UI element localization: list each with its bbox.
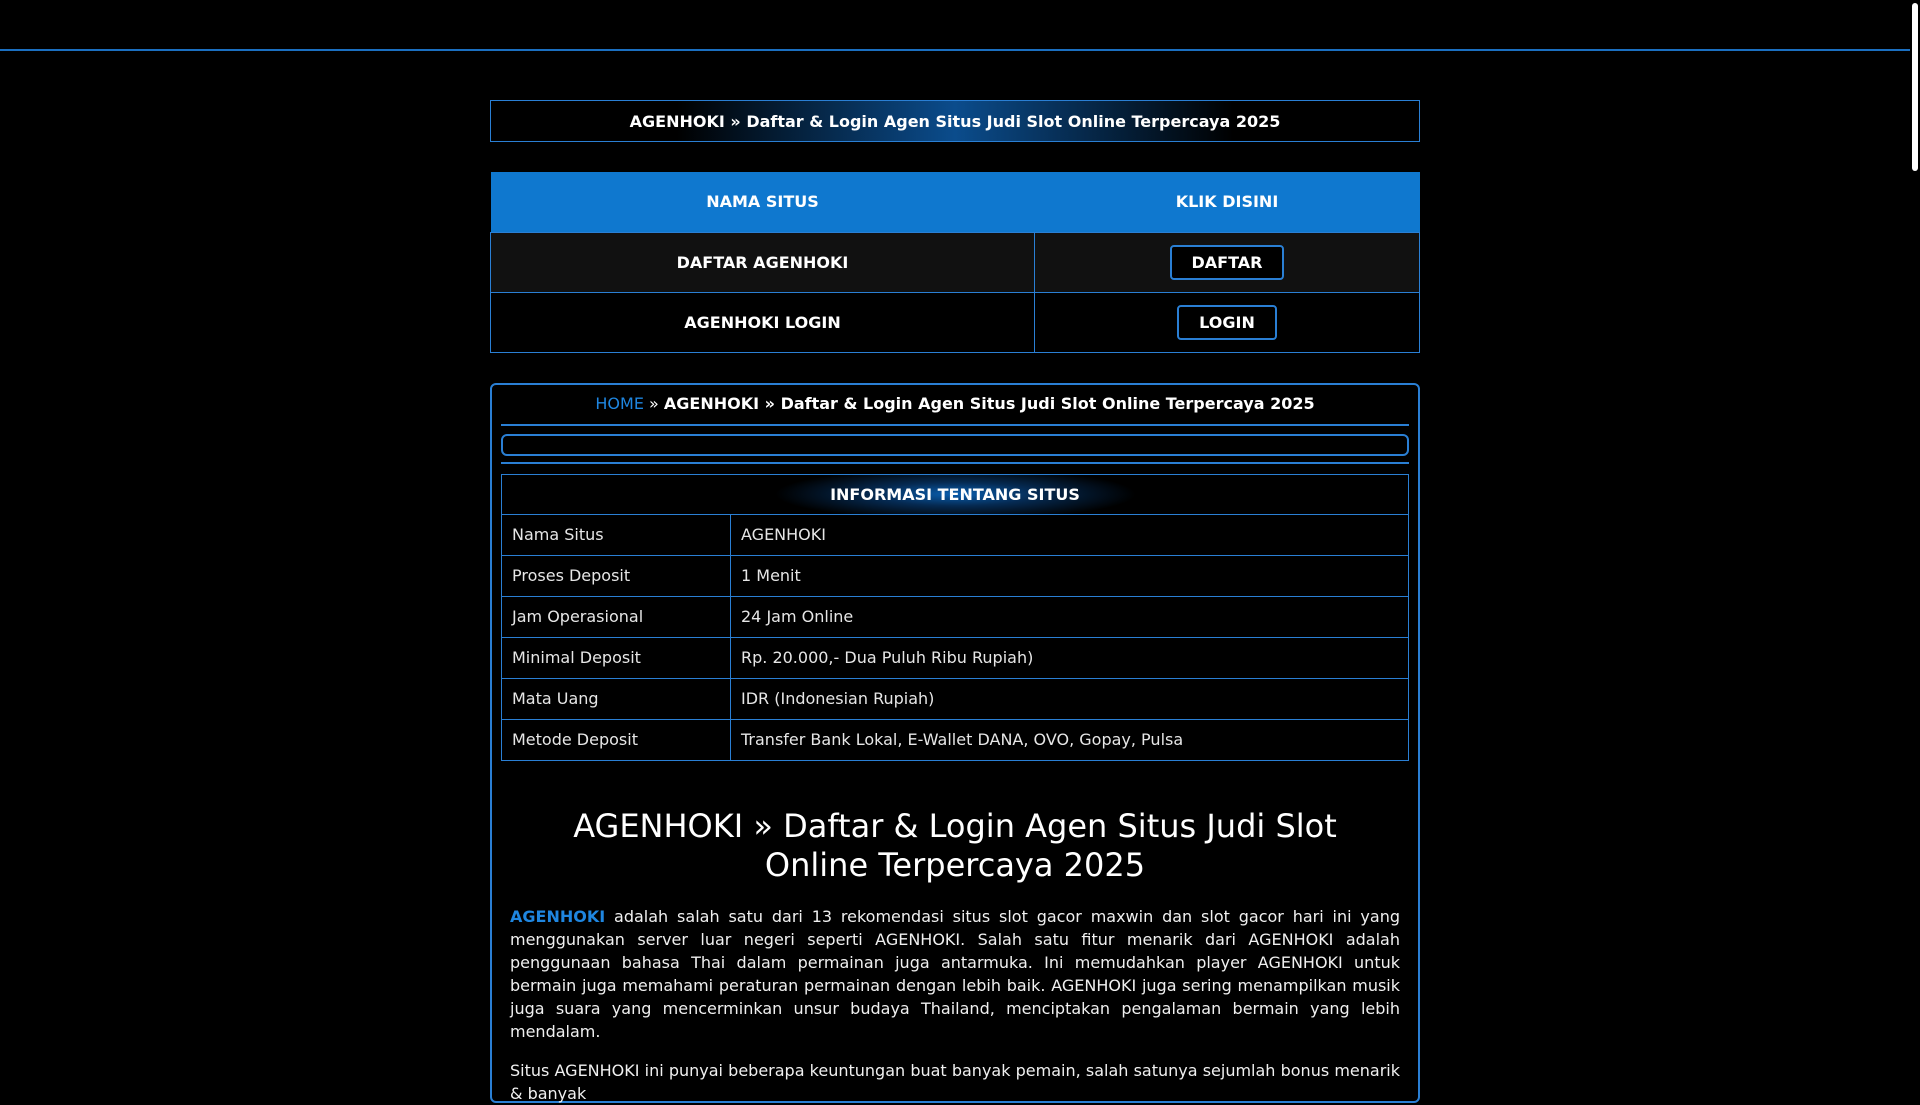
table-row <box>502 678 1409 719</box>
article-paragraph-2 <box>501 1059 1409 1105</box>
info-key: Metode Deposit <box>502 719 731 760</box>
table-row <box>502 719 1409 760</box>
article-heading: AGENHOKI » Daftar & Login Agen Situs Judi Slot Online Terpercaya 2025 <box>573 806 1337 884</box>
info-value: AGENHOKI <box>731 514 1409 555</box>
table-row-login <box>491 292 1420 352</box>
banner-slot <box>501 434 1409 456</box>
article-paragraph-1 <box>501 905 1409 1043</box>
info-key: Mata Uang <box>502 678 731 719</box>
page-title-box <box>490 100 1420 142</box>
breadcrumb-current: AGENHOKI » Daftar & Login Agen Situs Judi Slot Online Terpercaya 2025 <box>663 393 1315 413</box>
breadcrumb <box>501 394 1409 424</box>
row-label-login: AGENHOKI LOGIN <box>491 292 1035 352</box>
info-key: Minimal Deposit <box>502 637 731 678</box>
daftar-button[interactable]: DAFTAR <box>1170 245 1285 280</box>
breadcrumb-separator: » <box>643 393 664 413</box>
table-row-daftar <box>491 232 1420 292</box>
divider-top <box>501 424 1409 426</box>
info-value: IDR (Indonesian Rupiah) <box>731 678 1409 719</box>
table-row <box>502 514 1409 555</box>
top-header-bar <box>0 0 1910 51</box>
vertical-scrollbar[interactable] <box>1910 0 1920 1080</box>
scrollbar-thumb[interactable] <box>1912 3 1918 171</box>
row-label-daftar: DAFTAR AGENHOKI <box>491 232 1035 292</box>
paragraph-1-text: adalah salah satu dari 13 rekomendasi situs slot gacor maxwin dan slot gacor hari ini yang menggunakan server luar negeri seperti AGENHOKI. Salah satu fitur menarik dari AGENHOKI adalah penggunaan bahasa Thai dalam permainan juga antarmuka. Ini memudahkan player AGENHOKI untuk bermain juga memahami peraturan permainan dengan lebih baik. AGENHOKI juga sering menampilkan musik juga suara yang mencerminkan unsur budaya Thailand, menciptakan pengalaman bermain yang lebih mendalam. <box>510 906 1400 1041</box>
header-klik-disini: KLIK DISINI <box>1035 172 1420 232</box>
table-row <box>502 637 1409 678</box>
site-links-table <box>490 172 1420 353</box>
agenhoki-link[interactable]: AGENHOKI <box>510 906 606 926</box>
page-title: AGENHOKI » Daftar & Login Agen Situs Judi Slot Online Terpercaya 2025 <box>629 111 1281 131</box>
content-panel <box>490 383 1420 1103</box>
login-button[interactable]: LOGIN <box>1177 305 1277 340</box>
table-row <box>502 555 1409 596</box>
main-content <box>490 100 1420 1103</box>
info-key: Nama Situs <box>502 514 731 555</box>
info-value: 1 Menit <box>731 555 1409 596</box>
info-value: Rp. 20.000,- Dua Puluh Ribu Rupiah) <box>731 637 1409 678</box>
info-value: 24 Jam Online <box>731 596 1409 637</box>
site-info-table <box>501 474 1409 761</box>
divider-bottom <box>501 462 1409 464</box>
info-key: Proses Deposit <box>502 555 731 596</box>
paragraph-2-text: Situs AGENHOKI ini punyai beberapa keuntungan buat banyak pemain, salah satunya sejumlah bonus menarik & banyak <box>510 1060 1400 1103</box>
info-key: Jam Operasional <box>502 596 731 637</box>
header-nama-situs: NAMA SITUS <box>491 172 1035 232</box>
info-value: Transfer Bank Lokal, E-Wallet DANA, OVO, Gopay, Pulsa <box>731 719 1409 760</box>
breadcrumb-home-link[interactable]: HOME <box>595 393 644 413</box>
table-row <box>502 596 1409 637</box>
info-table-title: INFORMASI TENTANG SITUS <box>502 474 1409 514</box>
